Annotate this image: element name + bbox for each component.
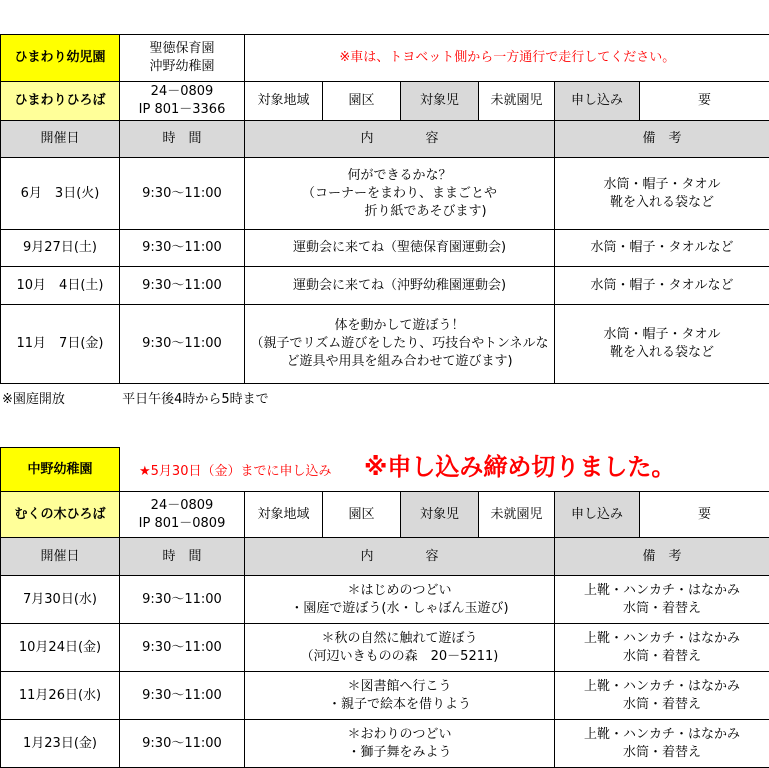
- row-date: 7月30日(水): [1, 576, 120, 624]
- table-row: [1, 267, 769, 305]
- table-row: [1, 624, 769, 672]
- target-label: 対象児: [401, 492, 479, 538]
- header-time: 時 間: [120, 121, 245, 158]
- row-date: 11月26日(水): [1, 672, 120, 720]
- table-row: [1, 230, 769, 267]
- row-time: 9:30～11:00: [120, 230, 245, 267]
- row-content: ＊おわりのつどい ・獅子舞をみよう: [245, 720, 555, 768]
- table-row: [1, 576, 769, 624]
- row-time: 9:30～11:00: [120, 624, 245, 672]
- table-row: [1, 305, 769, 384]
- row-notes: 上靴・ハンカチ・はなかみ 水筒・着替え: [555, 672, 769, 720]
- area-value: 園区: [323, 82, 401, 121]
- note-text: 平日午後4時から5時まで: [122, 392, 269, 407]
- header-date: 開催日: [1, 538, 120, 576]
- header-content: 内 容: [245, 538, 555, 576]
- phone-numbers: [120, 492, 245, 538]
- apply-label: 申し込み: [555, 492, 640, 538]
- area-value: 園区: [323, 492, 401, 538]
- partner-name: 沖野幼稚園: [149, 59, 215, 74]
- facility-name: 中野幼稚園: [1, 448, 120, 492]
- row-date: 1月23日(金): [1, 720, 120, 768]
- row-notes: 上靴・ハンカチ・はなかみ 水筒・着替え: [555, 576, 769, 624]
- row-content: ＊はじめのつどい ・園庭で遊ぼう(水・しゃぼん玉遊び): [245, 576, 555, 624]
- row-content: 何ができるかな？ （コーナーをまわり、ままごとや 折り紙であそびます): [245, 158, 555, 230]
- table-row: [1, 672, 769, 720]
- apply-value: 要: [640, 82, 769, 121]
- row-content: 運動会に来てね（沖野幼稚園運動会): [245, 267, 555, 305]
- target-value: 未就園児: [479, 82, 555, 121]
- row-notes: 水筒・帽子・タオルなど: [555, 230, 769, 267]
- facility-name: ひまわり幼児園: [1, 35, 120, 82]
- hiroba-name: むくの木ひろば: [1, 492, 120, 538]
- phone-number: 24－0809: [150, 84, 214, 99]
- area-label: 対象地域: [245, 82, 323, 121]
- row-date: 6月 3日(火): [1, 158, 120, 230]
- table-row: [1, 720, 769, 768]
- closed-notice: ※申し込み締め切りました。: [364, 452, 676, 481]
- apply-value: 要: [640, 492, 769, 538]
- deadline-text: ★5月30日（金）までに申し込み: [139, 463, 332, 479]
- row-time: 9:30～11:00: [120, 158, 245, 230]
- row-date: 9月27日(土): [1, 230, 120, 267]
- phone-number: 24－0809: [150, 497, 214, 513]
- himawari-schedule-table: [0, 34, 769, 384]
- apply-label: 申し込み: [555, 82, 640, 121]
- area-label: 対象地域: [245, 492, 323, 538]
- row-notes: 上靴・ハンカチ・はなかみ 水筒・着替え: [555, 720, 769, 768]
- row-date: 11月 7日(金): [1, 305, 120, 384]
- row-content: ＊秋の自然に触れて遊ぼう （河辺いきものの森 20－5211): [245, 624, 555, 672]
- target-value: 未就園児: [479, 492, 555, 538]
- header-notes: 備 考: [555, 538, 769, 576]
- row-date: 10月24日(金): [1, 624, 120, 672]
- nakano-schedule-table: [0, 447, 769, 768]
- header-content: 内 容: [245, 121, 555, 158]
- ip-phone-number: IP 801－0809: [138, 515, 226, 531]
- row-time: 9:30～11:00: [120, 305, 245, 384]
- ip-phone-number: IP 801－3366: [138, 102, 226, 117]
- garden-open-note: [2, 388, 269, 407]
- row-time: 9:30～11:00: [120, 576, 245, 624]
- row-notes: 上靴・ハンカチ・はなかみ 水筒・着替え: [555, 624, 769, 672]
- row-content: 体を動かして遊ぼう！ （親子でリズム遊びをしたり、巧技台やトンネルな ど遊具や用具を組み合わせて遊びます): [245, 305, 555, 384]
- header-time: 時 間: [120, 538, 245, 576]
- partner-facilities: [120, 35, 245, 82]
- row-time: 9:30～11:00: [120, 720, 245, 768]
- header-notes: 備 考: [555, 121, 769, 158]
- traffic-notice: ※車は、トヨベット側から一方通行で走行してください。: [245, 35, 769, 82]
- row-time: 9:30～11:00: [120, 267, 245, 305]
- note-label: ※園庭開放: [2, 392, 65, 407]
- table-row: [1, 158, 769, 230]
- row-notes: 水筒・帽子・タオル 靴を入れる袋など: [555, 305, 769, 384]
- header-date: 開催日: [1, 121, 120, 158]
- phone-numbers: [120, 82, 245, 121]
- row-content: 運動会に来てね（聖徳保育園運動会): [245, 230, 555, 267]
- hiroba-name: ひまわりひろば: [1, 82, 120, 121]
- target-label: 対象児: [401, 82, 479, 121]
- row-notes: 水筒・帽子・タオル 靴を入れる袋など: [555, 158, 769, 230]
- row-time: 9:30～11:00: [120, 672, 245, 720]
- partner-name: 聖徳保育園: [149, 41, 215, 56]
- row-notes: 水筒・帽子・タオルなど: [555, 267, 769, 305]
- row-content: ＊図書館へ行こう ・親子で絵本を借りよう: [245, 672, 555, 720]
- deadline-notice: [120, 448, 769, 492]
- row-date: 10月 4日(土): [1, 267, 120, 305]
